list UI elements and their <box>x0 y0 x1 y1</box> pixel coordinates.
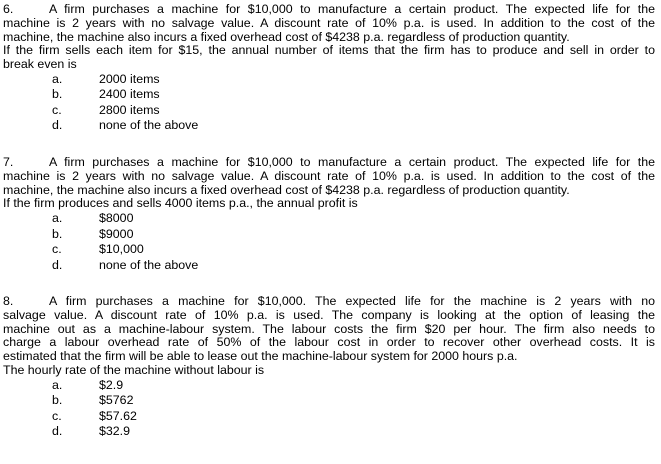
option-text: $10,000 <box>99 242 144 257</box>
option-letter: a. <box>52 211 63 226</box>
option-a <box>3 378 655 394</box>
option-letter: d. <box>52 424 63 439</box>
stem-line: break even is <box>3 57 77 72</box>
option-b <box>3 393 655 409</box>
stem-line: 6. A firm purchases a machine for $10,000 to manufacture a certain product. The expected life for the <box>3 2 655 16</box>
option-b <box>3 87 655 103</box>
option-text: $5762 <box>99 393 134 408</box>
option-a <box>3 211 655 227</box>
option-c <box>3 103 655 119</box>
option-text: $32.9 <box>99 424 131 439</box>
question-6 <box>3 3 655 134</box>
stem-line: machine is 2 years with no salvage value. A discount rate of 10% p.a. is used. In addition to the cost of the <box>3 15 655 30</box>
option-text: none of the above <box>99 118 199 133</box>
stem-line: machine is 2 years with no salvage value. A discount rate of 10% p.a. is used. In addition to the cost of the <box>3 168 655 183</box>
option-text: $9000 <box>99 226 134 241</box>
stem-line: charge a labour overhead rate of 50% of the labour cost in order to recover other overhead costs. It is <box>3 335 655 350</box>
question-number: 6. <box>3 2 14 16</box>
option-d <box>3 118 655 134</box>
stem-line: 8. A firm purchases a machine for $10,000. The expected life for the machine is 2 years with no <box>3 294 655 308</box>
question-number: 8. <box>3 294 14 308</box>
option-letter: d. <box>52 257 63 272</box>
option-letter: a. <box>52 71 63 86</box>
question-8 <box>3 295 655 440</box>
stem-line: If the firm sells each item for $15, the annual number of items that the firm has to produce and sell in order to <box>3 43 655 58</box>
option-text: 2000 items <box>99 71 160 86</box>
option-d <box>3 258 655 274</box>
stem-line: estimated that the firm will be able to lease out the machine-labour system for 2000 hours p.a. <box>3 349 518 364</box>
stem-line: machine, the machine also incurs a fixed overhead cost of $4238 p.a. regardless of production quantity. <box>3 182 570 197</box>
question-stem <box>3 156 655 211</box>
option-d <box>3 424 655 440</box>
option-letter: c. <box>52 242 62 257</box>
option-c <box>3 242 655 258</box>
stem-line: The hourly rate of the machine without labour is <box>3 362 265 377</box>
option-b <box>3 227 655 243</box>
option-letter: c. <box>52 408 62 423</box>
question-stem <box>3 3 655 72</box>
answer-options <box>3 378 655 440</box>
option-text: none of the above <box>99 257 199 272</box>
question-7 <box>3 156 655 273</box>
option-letter: b. <box>52 226 63 241</box>
option-letter: d. <box>52 118 63 133</box>
answer-options <box>3 211 655 273</box>
option-text: 2400 items <box>99 87 160 102</box>
option-letter: b. <box>52 393 63 408</box>
option-letter: b. <box>52 87 63 102</box>
answer-options <box>3 72 655 134</box>
stem-line: machine, the machine also incurs a fixed overhead cost of $4238 p.a. regardless of production quantity. <box>3 29 570 44</box>
option-text: $2.9 <box>99 377 124 392</box>
question-number: 7. <box>3 155 14 169</box>
option-text: $57.62 <box>99 408 137 423</box>
option-text: 2800 items <box>99 102 160 117</box>
stem-line: If the firm produces and sells 4000 items p.a., the annual profit is <box>3 196 358 211</box>
option-letter: a. <box>52 377 63 392</box>
stem-line: machine out as a machine-labour system. The labour costs the firm $20 per hour. The firm also needs to <box>3 321 655 336</box>
stem-line: 7. A firm purchases a machine for $10,000 to manufacture a certain product. The expected life for the <box>3 155 655 169</box>
option-c <box>3 409 655 425</box>
stem-line: salvage value. A discount rate of 10% p.a. is used. The company is looking at the option of leasing the <box>3 307 655 322</box>
question-stem <box>3 295 655 378</box>
option-text: $8000 <box>99 211 134 226</box>
option-letter: c. <box>52 102 62 117</box>
option-a <box>3 72 655 88</box>
